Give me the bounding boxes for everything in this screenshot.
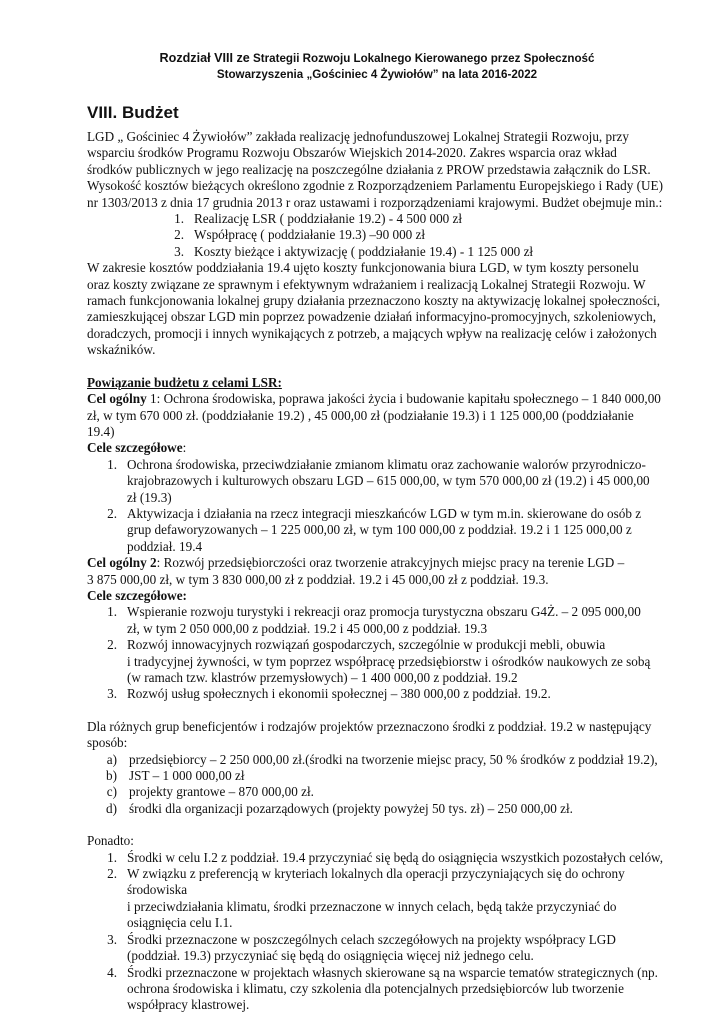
- goal-2: Cel ogólny 2: Rozwój przedsiębiorczości oraz tworzenie atrakcyjnych miejsc pracy na terenie LGD –: [87, 555, 625, 571]
- specific-goals-1-list: [87, 457, 667, 555]
- specific-goals-2-list: [87, 604, 667, 702]
- moreover-list: [87, 850, 667, 1014]
- beneficiaries-list: [87, 752, 667, 818]
- chapter-header-lead: Rozdział VIII ze: [159, 51, 250, 65]
- list-item: d) środki dla organizacji pozarządowych (projekty powyżej 50 tys. zł) – 250 000,00 zł.: [106, 800, 573, 816]
- list-item: 2. Rozwój innowacyjnych rozwiązań gospodarczych, szczególnie w produkcji mebli, obuwia i tradycyjnej żywności, w tym poprzez współpracę przedsiębiorstw i ośrodków naukowych ze sobą (w ramach tzw. klastrów przemysłowych) – 1 400 000,00 z poddział. 19.2: [107, 637, 651, 685]
- list-item: 4. Środki przeznaczone w projektach własnych skierowane są na wsparcie tematów strategicznych (np. ochrona środowiska i klimatu, czy szkolenia dla potencjalnych przedsiębiorców lub tworzenie współpracy klastrowej.: [107, 964, 658, 1013]
- goal-1-label: Cel ogólny: [87, 391, 147, 407]
- moreover-section: [87, 833, 667, 1013]
- costs-paragraph: W zakresie kosztów poddziałania 19.4 ujęto koszty funkcjonowania biura LGD, w tym koszty personelu oraz koszty związane ze sprawnym i efektywnym wdrażaniem i realizacją Lokalnej Strategii Rozwoju. W ramach funkcjonowania lokalnej grupy działania przeznaczono koszty na aktywizację lokalnej społeczności, zamieszkującej obszar LGD min poprzez powadzenie działań informacyjno-promocyjnych, szkoleniowych, doradczych, promocji i innych wynikających z potrzeb, a mających wpływ na realizację celów i założonych wskaźników.: [87, 260, 661, 358]
- chapter-header-line2: Stowarzyszenia „Gościniec 4 Żywiołów” na lata 2016-2022: [216, 68, 538, 81]
- list-item: a) przedsiębiorcy – 2 250 000,00 zł.(środki na tworzenie miejsc pracy, 50 % środków z poddział 19.2),: [106, 751, 658, 767]
- budget-list: [87, 211, 667, 260]
- list-item: 1. Ochrona środowiska, przeciwdziałanie zmianom klimatu oraz zachowanie walorów przyrodniczo- krajobrazowych i kulturowych obszaru LGD – 615 000,00, w tym 570 000,00 zł (19.2) i 45 000,00 zł (19.3): [107, 456, 650, 505]
- list-item: 3. Koszty bieżące i aktywizację ( poddziałanie 19.4) - 1 125 000 zł: [174, 243, 534, 259]
- beneficiaries-section: Dla różnych grup beneficjentów i rodzajów projektów przeznaczono środki z poddział. 19.2 w następujący sposób: a) przedsiębiorcy – 2 250 000,00 zł.(środki na tworzenie miejsc pracy, 50 % środków z poddział 19.2), b) JST – 1 000 000,00 zł c) projekty grantowe – 870 000,00 zł. d) środki dla organizacji pozarządowych (projekty powyżej 50 tys. zł) – 250 000,00 zł.: [87, 719, 667, 817]
- budget-goals-section: Powiązanie budżetu z celami LSR: Cel ogólny 1: Ochrona środowiska, poprawa jakości życia i budowanie kapitału społecznego – 1 840 000,00 zł, w tym 670 000 zł. (poddziałanie 19.2) , 45 000,00 zł (podziałanie 19.3) i 1 125 000,00 (poddziałanie 19.4) Cele szczegółowe: 1. Ochrona środowiska, przeciwdziałanie zmianom klimatu oraz zachowanie walorów przyrodniczo- krajobrazowych i kulturowych obszaru LGD – 615 000,00, w tym 570 000,00 zł (19.2) i 45 000,00 zł (19.3) 2. Aktywizacja i działania na rzecz integracji mieszkańców LGD w tym m.in. skierowane do osób z grup defaworyzowanych – 1 225 000,00 zł, w tym 100 000,00 z poddział. 19.2 i 1 125 000,00 z poddział. 19.4 Cel ogólny 2: Rozwój przedsiębiorczości oraz tworzenie atrakcyjnych miejsc pracy na terenie LGD – 3 875 000,00 zł, w tym 3 830 000,00 zł z poddział. 19.2 i 45 000,00 zł z poddział. 19.3. Cele szczegółowe: 1. Wspieranie rozwoju turystyki i rekreacji oraz promocja turystyczna obszaru G4Ż. – 2 095 000,00 zł, w tym 2 050 000,00 z poddział. 19.2 i 45 000,00 z poddział. 19.3 2. Rozwój innowacyjnych rozwiązań gospodarczych, szczególnie w produkcji mebli, obuwia i tradycyjnej żywności, w tym poprzez współpracę przedsiębiorstw i ośrodków naukowych ze sobą (w ramach tzw. klastrów przemysłowych) – 1 400 000,00 z poddział. 19.2 3. Rozwój usług społecznych i ekonomii społecznej – 380 000,00 z poddział. 19.2.: [87, 375, 667, 703]
- list-item: 2. W związku z preferencją w kryteriach lokalnych dla operacji przyczyniających się do ochrony środowiska i przeciwdziałania klimatu, środki przeznaczone w innych celach, będą także przyczyniać do osiągnięcia celu I.1.: [107, 866, 625, 931]
- goal-1: Cel ogólny 1: Ochrona środowiska, poprawa jakości życia i budowanie kapitału społecznego – 1 840 000,00: [87, 391, 661, 407]
- goal-2-label: Cel ogólny 2: [87, 555, 157, 571]
- list-item: 2. Współpracę ( poddziałanie 19.3) –90 000 zł: [174, 227, 426, 243]
- chapter-header-rest: Strategii Rozwoju Lokalnego Kierowanego przez Społeczność: [249, 52, 595, 65]
- list-item: c) projekty grantowe – 870 000,00 zł.: [106, 784, 314, 800]
- intro-paragraph: LGD „ Gościniec 4 Żywiołów” zakłada realizację jednofunduszowej Lokalnej Strategii Rozwoju, przy wsparciu środków Programu Rozwoju Obszarów Wiejskich 2014-2020. Zakres wsparcia oraz wkład środków publicznych w jego realizację na poszczególne działania z PROW przedstawia załącznik do LSR. Wysokość kosztów bieżących określono zgodnie z Rozporządzeniem Parlamentu Europejskiego i Rady (UE) nr 1303/2013 z dnia 17 grudnia 2013 r oraz ustawami i rozporządzeniami krajowymi. Budżet obejmuje min.:: [87, 129, 663, 210]
- list-item: 1. Realizację LSR ( poddziałanie 19.2) - 4 500 000 zł: [174, 211, 463, 227]
- list-item: 1. Wspieranie rozwoju turystyki i rekreacji oraz promocja turystyczna obszaru G4Ż. – 2 095 000,00 zł, w tym 2 050 000,00 z poddział. 19.2 i 45 000,00 z poddział. 19.3: [107, 604, 641, 636]
- section-title: VIII. Budżet: [87, 103, 179, 122]
- list-item: 3. Rozwój usług społecznych i ekonomii społecznej – 380 000,00 z poddział. 19.2.: [107, 686, 551, 702]
- goals-heading: Powiązanie budżetu z celami LSR:: [87, 374, 282, 390]
- specific-goals-1-label: Cele szczegółowe:: [87, 440, 187, 456]
- specific-goals-2-label: Cele szczegółowe:: [87, 587, 187, 603]
- list-item: 1. Środki w celu I.2 z poddział. 19.4 przyczyniać się będą do osiągnięcia wszystkich pozostałych celów,: [107, 849, 663, 865]
- list-item: b) JST – 1 000 000,00 zł: [106, 768, 245, 784]
- list-item: 2. Aktywizacja i działania na rzecz integracji mieszkańców LGD w tym m.in. skierowane do osób z grup defaworyzowanych – 1 225 000,00 zł, w tym 100 000,00 z poddział. 19.2 i 1 125 000,00 z poddział. 19.4: [107, 505, 642, 554]
- chapter-header: [87, 50, 667, 83]
- document-page: [87, 50, 667, 1014]
- list-item: 3. Środki przeznaczone w poszczególnych celach szczegółowych na projekty współpracy LGD (poddział. 19.3) przyczyniać się będą do osiągnięcia więcej niż jednego celu.: [107, 931, 616, 964]
- moreover-label: Ponadto:: [87, 833, 134, 849]
